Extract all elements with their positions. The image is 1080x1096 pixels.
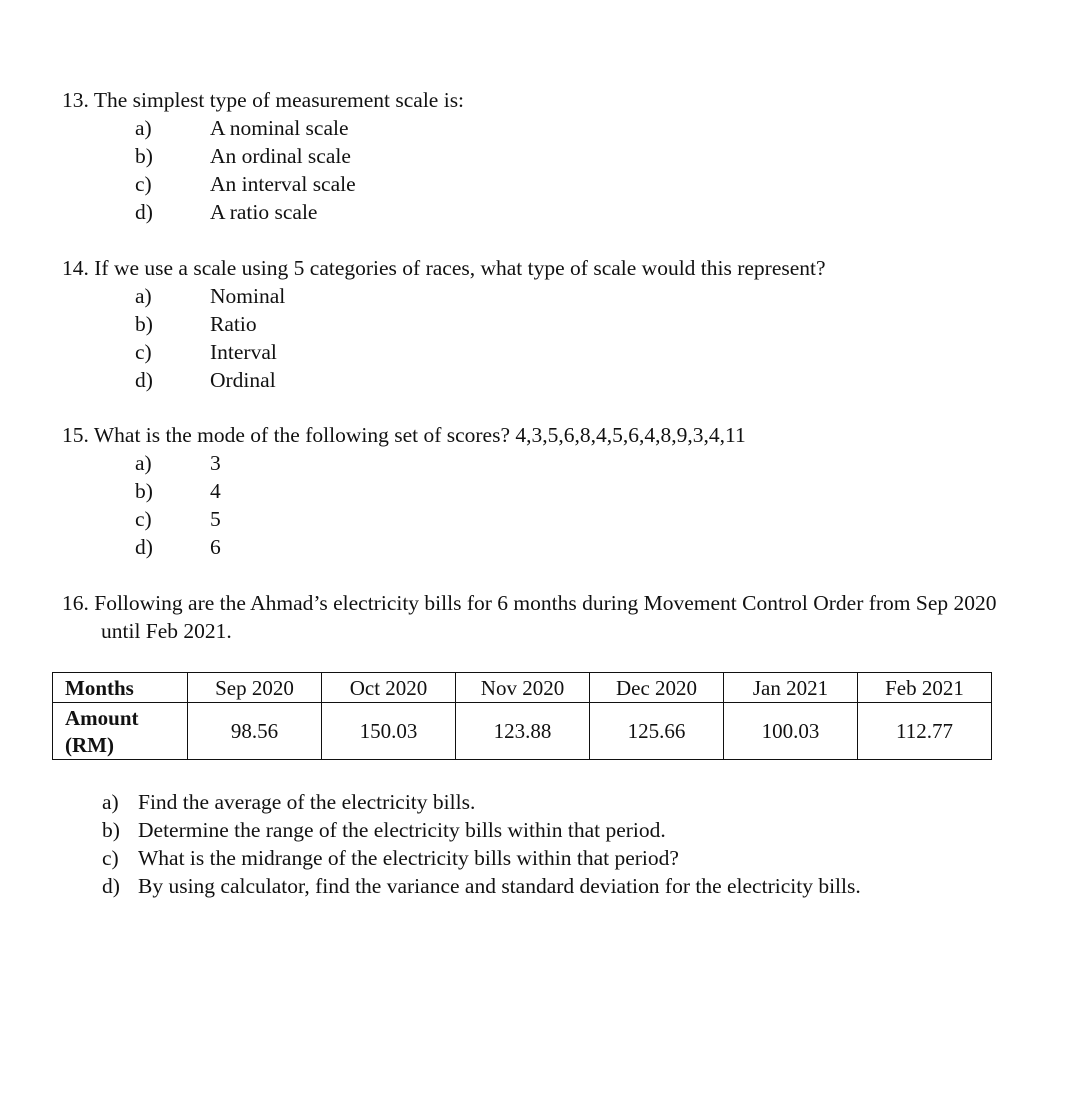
question-13-option-c (62, 170, 1022, 198)
table-cell-month: Oct 2020 (322, 673, 456, 703)
amount-header-line2: (RM) (65, 733, 114, 757)
subquestion-label: c) (102, 846, 119, 870)
question-14-text: 14. If we use a scale using 5 categories of races, what type of scale would this represent? (62, 256, 826, 280)
question-15 (62, 421, 1022, 561)
table-cell-amount: 150.03 (322, 703, 456, 760)
subquestion-label: b) (102, 818, 120, 842)
table-row-header (53, 703, 188, 760)
table-cell-month: Jan 2021 (724, 673, 858, 703)
table-row-months (53, 673, 992, 703)
subquestion-b (102, 816, 1002, 844)
amount-header-line1: Amount (65, 706, 139, 730)
subquestion-label: a) (102, 790, 119, 814)
subquestion-a (102, 788, 1002, 816)
table-cell-month: Sep 2020 (188, 673, 322, 703)
option-text: 3 (210, 451, 221, 475)
table-cell-amount: 123.88 (456, 703, 590, 760)
question-13-option-b (62, 142, 1022, 170)
subquestion-c (102, 844, 1002, 872)
option-text: 5 (210, 507, 221, 531)
question-13-text: 13. The simplest type of measurement scale is: (62, 88, 465, 112)
question-14-option-c (62, 338, 1022, 366)
option-label: a) (135, 116, 152, 140)
table-cell-month: Dec 2020 (590, 673, 724, 703)
option-text: A ratio scale (210, 200, 318, 224)
option-label: d) (135, 368, 153, 392)
question-14-option-d (62, 366, 1022, 394)
option-text: An ordinal scale (210, 144, 351, 168)
option-text: A nominal scale (210, 116, 349, 140)
question-15-option-d (62, 533, 1022, 561)
question-16-text: 16. Following are the Ahmad’s electricity bills for 6 months during Movement Control Order from Sep 2020 until Feb 2021. (62, 591, 997, 643)
table-cell-amount: 98.56 (188, 703, 322, 760)
option-text: Ordinal (210, 368, 276, 392)
option-label: c) (135, 172, 152, 196)
subquestion-text: By using calculator, find the variance and standard deviation for the electricity bills. (138, 874, 861, 898)
table-cell-month: Nov 2020 (456, 673, 590, 703)
option-text: An interval scale (210, 172, 356, 196)
subquestion-text: What is the midrange of the electricity bills within that period? (138, 846, 679, 870)
question-14 (62, 254, 1022, 394)
option-label: a) (135, 284, 152, 308)
subquestion-text: Find the average of the electricity bills. (138, 790, 476, 814)
subquestion-d (102, 872, 1002, 900)
option-label: b) (135, 479, 153, 503)
question-14-option-b (62, 310, 1022, 338)
table-row-amounts (53, 703, 992, 760)
subquestion-label: d) (102, 874, 120, 898)
question-13-option-a (62, 114, 1022, 142)
table-cell-amount: 112.77 (858, 703, 992, 760)
question-14-option-a (62, 282, 1022, 310)
question-15-option-a (62, 449, 1022, 477)
option-label: d) (135, 535, 153, 559)
question-13 (62, 86, 1022, 226)
option-text: Nominal (210, 284, 286, 308)
subquestion-text: Determine the range of the electricity bills within that period. (138, 818, 666, 842)
option-text: Ratio (210, 312, 257, 336)
option-text: 4 (210, 479, 221, 503)
electricity-bills-table (52, 672, 992, 760)
table-row-header: Months (53, 673, 188, 703)
option-label: b) (135, 144, 153, 168)
option-label: c) (135, 340, 152, 364)
question-15-option-c (62, 505, 1022, 533)
table-cell-amount: 125.66 (590, 703, 724, 760)
question-13-option-d (62, 198, 1022, 226)
table-cell-month: Feb 2021 (858, 673, 992, 703)
question-16 (62, 589, 1022, 645)
option-label: d) (135, 200, 153, 224)
option-label: c) (135, 507, 152, 531)
question-15-option-b (62, 477, 1022, 505)
table-cell-amount: 100.03 (724, 703, 858, 760)
option-text: Interval (210, 340, 277, 364)
option-text: 6 (210, 535, 221, 559)
question-15-text: 15. What is the mode of the following set of scores? 4,3,5,6,8,4,5,6,4,8,9,3,4,11 (62, 423, 746, 447)
option-label: b) (135, 312, 153, 336)
option-label: a) (135, 451, 152, 475)
question-16-subquestions (102, 788, 1002, 900)
